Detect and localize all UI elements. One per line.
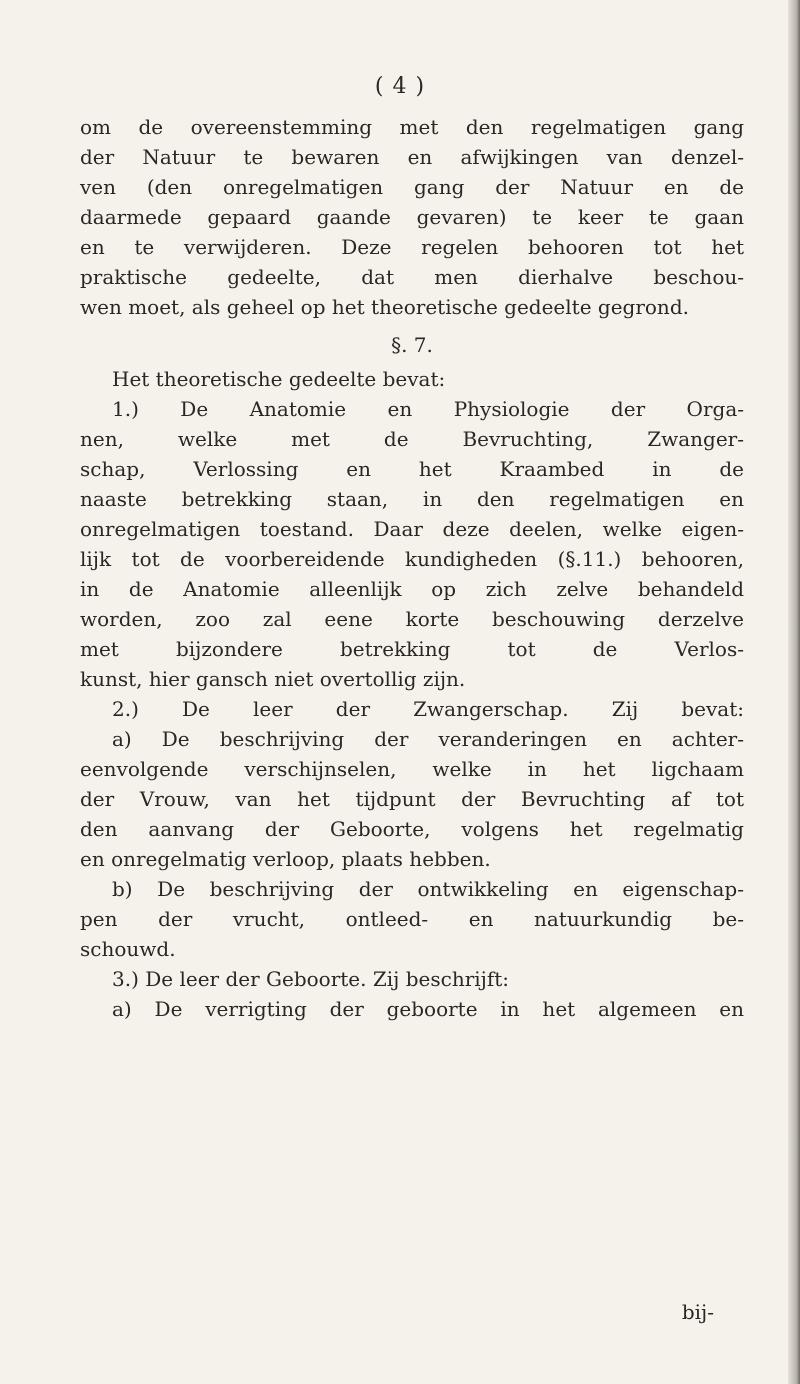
page-edge: [788, 0, 800, 1384]
catchword: bij-: [681, 1300, 714, 1324]
text-line: b) De beschrijving der ontwikkeling en eigenschap-: [112, 877, 744, 901]
text-line: wen moet, als geheel op het theoretische gedeelte gegrond.: [80, 295, 689, 319]
text-line: met bijzondere betrekking tot de Verlos-: [80, 637, 744, 661]
text-line: a) De verrigting der geboorte in het algemeen en: [112, 997, 744, 1021]
text-line: ven (den onregelmatigen gang der Natuur en de: [80, 175, 744, 199]
text-line: schouwd.: [80, 937, 176, 961]
page-text: [80, 112, 744, 1024]
page-number: ( 4 ): [374, 74, 426, 99]
text-line: praktische gedeelte, dat men dierhalve beschou-: [80, 265, 744, 289]
text-line: worden, zoo zal eene korte beschouwing derzelve: [80, 607, 744, 631]
text-line: naaste betrekking staan, in den regelmatigen en: [80, 487, 744, 511]
text-line: kunst, hier gansch niet overtollig zijn.: [80, 667, 466, 691]
text-line: daarmede gepaard gaande gevaren) te keer te gaan: [80, 205, 744, 229]
text-line: lijk tot de voorbereidende kundigheden (§.11.) behooren,: [80, 547, 744, 571]
text-line: Het theoretische gedeelte bevat:: [112, 367, 446, 391]
text-line: 2.) De leer der Zwangerschap. Zij bevat:: [112, 697, 744, 721]
text-line: in de Anatomie alleenlijk op zich zelve behandeld: [80, 577, 744, 601]
text-line: a) De beschrijving der veranderingen en achter-: [112, 727, 744, 751]
text-line: 3.) De leer der Geboorte. Zij beschrijft:: [112, 967, 510, 991]
text-line: der Vrouw, van het tijdpunt der Bevruchting af tot: [80, 787, 744, 811]
text-line: der Natuur te bewaren en afwijkingen van denzel-: [80, 145, 744, 169]
text-line: onregelmatigen toestand. Daar deze deelen, welke eigen-: [80, 517, 744, 541]
text-line: en te verwijderen. Deze regelen behooren tot het: [80, 235, 744, 259]
section-heading: §. 7.: [391, 333, 433, 357]
text-line: nen, welke met de Bevruchting, Zwanger-: [80, 427, 744, 451]
text-line: om de overeenstemming met den regelmatigen gang: [80, 115, 744, 139]
text-line: schap, Verlossing en het Kraambed in de: [80, 457, 744, 481]
text-line: 1.) De Anatomie en Physiologie der Orga-: [112, 397, 744, 421]
text-line: pen der vrucht, ontleed- en natuurkundig be-: [80, 907, 744, 931]
text-line: en onregelmatig verloop, plaats hebben.: [80, 847, 491, 871]
text-line: eenvolgende verschijnselen, welke in het ligchaam: [80, 757, 744, 781]
text-line: den aanvang der Geboorte, volgens het regelmatig: [80, 817, 744, 841]
